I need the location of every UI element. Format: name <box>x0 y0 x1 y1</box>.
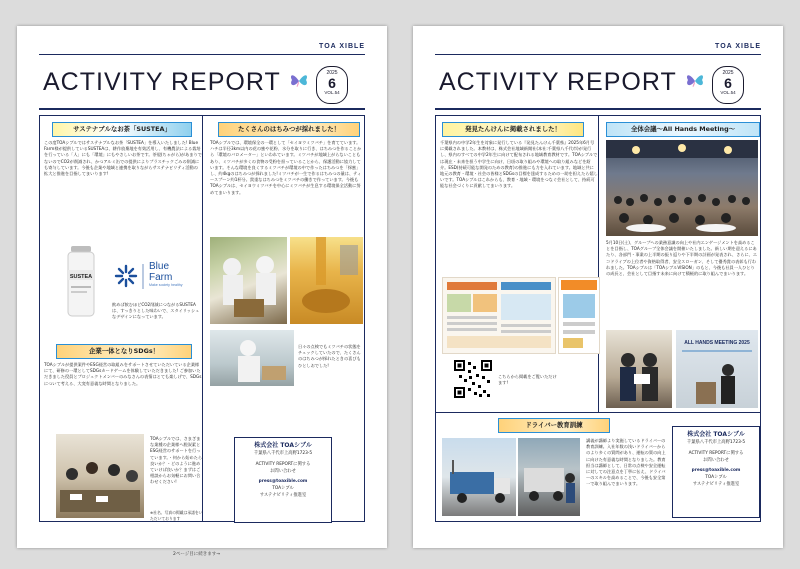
contact-dept1: TOAシブル <box>272 486 294 491</box>
issue-badge <box>712 66 744 104</box>
truck-training-photo-2 <box>518 438 580 516</box>
truck-training-photo-1 <box>442 438 516 516</box>
section-header-sustea: サステナブルなお茶「SUSTEA」 <box>52 122 192 137</box>
logo-sub: Farm <box>149 272 173 283</box>
contact-dept1: TOAシブル <box>705 475 727 480</box>
contact-email-link[interactable]: press@toaxible.com <box>258 479 308 484</box>
contact-address: 千葉県八千代市上高野1723-5 <box>253 451 313 456</box>
butterfly-icon <box>289 71 309 91</box>
contact-line1: ACTIVITY REPORTに関する <box>688 451 744 456</box>
hive-inspection-photo <box>210 330 294 386</box>
issue-month: 6 <box>724 75 732 91</box>
qr-caption: こちらから掲載をご覧いただけます! <box>498 374 557 386</box>
honey-body: TOAシブルでは、環境保全の一環として「セイヨウミツバチ」を育てています。ハチは半径3km以内の花の蜜や花粉、水分を取りに行き、はちみつを作ることから「環境のバロメーター」といわれています。ミツバチが地域上がらないこともあり、ミツバチが多くの食物の受粉を担っていることから、保護活動に協力しています。そんな環境を良くするミツバチが環境の中で作ったはちみつを「採蜜」し、約4kgのはちみつが採れました!ミツバチが一生で作るはちみつの量は、ティースプーン約1杯分。貴重なはちみつをミツバチの働きで作っています。今後もTOAシブルは、セイヨウミツバチを中心にミツバチが生息する環境保全活動に努めてまいります。 <box>210 140 362 195</box>
contact-address: 千葉県八千代市上高野1723-5 <box>686 440 746 445</box>
section-header-driver: ドライバー教育訓練 <box>498 418 610 433</box>
issue-month: 6 <box>328 75 336 91</box>
qr-code[interactable] <box>454 360 492 398</box>
sdgs-caption: TOAシブルでは、さまざまな業種の企業様へ脱炭素とESG経営のサポートを行っています。・何から始めたら良いか？・どのように進めていけば良いか？まずはご相談からお気軽にお問い合わせください! <box>150 436 203 485</box>
contact-dept2: サステナビリティ推進室 <box>259 493 307 498</box>
section-header-sdgs: 企業一体となりSDGs！ <box>56 344 192 359</box>
card-game-photo <box>56 434 144 518</box>
newsletter-page-1 <box>17 26 387 548</box>
sustea-can-label: SUSTEA <box>69 274 93 280</box>
sdgs-note: ※社名、写真の掲載は承諾をいただいております <box>150 510 203 522</box>
meeting-body: 5月10日(土)、グループへの業務意識の向上や社内エンゲージメントを高めることを目指し、TOAグループ全体会議を開催いたしました。新しい期を迎えるにあたり、各部門・事業の上半期の振り返りや下半期の計画が発表され、さらに、エコドライブの上位者や資格取得者、安全スローガン、そして優秀賞の表彰も行われました。TOAシブルは「TOAシブルVISION」のもと、今後も社員一人ひとりの成長と、会社として目指す未来に向けて積極的に取り組んでまいります。 <box>606 240 758 277</box>
brand-logo: TOA XIBLE <box>715 43 761 50</box>
title-divider <box>39 108 365 110</box>
header-divider <box>435 54 761 55</box>
contact-dept2: サステナビリティ推進室 <box>692 482 740 487</box>
brand-logo: TOA XIBLE <box>319 43 365 50</box>
content-frame <box>435 115 761 522</box>
sustea-caption: 飲めば飲むほどCO2削減につながるSUSTEAは、すっきりとした味わいで、スタイリッシュなデザインになっています。 <box>112 302 200 320</box>
column-divider <box>598 116 599 412</box>
award-photo <box>606 330 672 408</box>
magazine-spread-image <box>442 277 556 354</box>
magazine-cover-image <box>558 277 600 354</box>
meeting-banner: ALL HANDS MEETING 2025 <box>684 340 750 346</box>
issue-year: 2025 <box>326 70 338 76</box>
sdgs-body: TOAシブルが提供案件やESG経営の取組みをサポートさせていただいている企業様にて、研修の一環としてSDGsカードゲームを体験していただきました! ご参加いただきました役員とプロジェクトメンバーのみなさんの表情はとても楽しげで、SDGsについて考える、大変有意義な時間となりました。 <box>44 362 202 386</box>
driver-body: 講義が講師より実施しているドライバーの教育訓練。入社年数の浅いドライバーからのより多くの質問があり、運転の質の向上に向けた有意義な時間となりました。教育担当は講師として、日常の点検や安全運転に対しての注意点を丁寧に伝え、ドライバーのスキルを高めることで、今後も安全第一で取り組んでまいります。 <box>586 438 666 487</box>
speaker-photo <box>676 330 758 408</box>
newsletter-page-2 <box>413 26 783 548</box>
title-divider <box>435 108 761 110</box>
issue-volume: VOL.54 <box>720 90 736 95</box>
continued-footnote: 2ページ目に続きます→ <box>173 552 221 557</box>
blue-farm-text <box>149 261 201 287</box>
sustea-body: この度TOAシブルではサステナブルなお茶「SUSTEA」を導入いたしました! Blue Farm様が提供しているSUSTEAは、耕作放棄地を有効活用し、有機農法による栽培を行っている「人」にも「環境」にもやさしいお茶です。茶殻(ちゃがら)があまりでないのでCO2が削減され、かつアルミ缶での提供によりプラスチックごみの削減にも寄与しています。今後も企業や地域と連携を取りながらサステナビリティ活動の拡大と推進を目指してまいります! <box>44 140 202 177</box>
issue-badge <box>316 66 348 104</box>
contact-box <box>234 437 332 523</box>
sustea-can-image <box>58 244 104 320</box>
content-frame <box>39 115 365 522</box>
beekeepers-photo <box>210 237 287 324</box>
page-title: ACTIVITY REPORT <box>439 68 677 96</box>
contact-box <box>672 426 760 518</box>
logo-main: Blue <box>149 261 170 272</box>
news-body: 千葉県内の中学2年生を対象に発行している『発見たんけん千葉県』2025年6月号に掲載されました。本教材は、株式会社地域新聞社(本社:千葉県八千代市)が発行し、県内のすべての中学2年生に向けて配布される地域教育教材です。TOAシブルでは現在・未来を担う中学生に向け、日頃の取り組みや環境への取り組みなどを紹介。ESD(持続可能な開発のための教育)の推進にも力を入れています。地域と共に地元の教育・環境・社会の皆様とSDGsの目標を達成するための一助を担えたら嬉しいです。TOAシブルはこれからも、教育・地域・環境をつなぐ会社として、持続可能な社会づくりに貢献してまいります。 <box>440 140 598 189</box>
section-header-meeting: 全体会議～All Hands Meeting～ <box>606 122 760 137</box>
section-header-news: 発見たんけんに掲載されました！ <box>442 122 584 137</box>
contact-line2: お問い合わせ <box>270 469 296 474</box>
honey-caption: 日々の点検でもミツバチの状態をチェックしていたので、たくさんのはちみつが採れたときの喜びもひとしおでした! <box>298 344 361 368</box>
issue-year: 2025 <box>722 70 734 76</box>
meeting-hall-photo <box>606 140 758 236</box>
row-divider <box>436 412 760 413</box>
contact-line1: ACTIVITY REPORTに関する <box>255 462 311 467</box>
header-divider <box>39 54 365 55</box>
contact-company: 株式会社 TOAシブル <box>687 431 745 438</box>
contact-company: 株式会社 TOAシブル <box>254 442 312 449</box>
contact-email-link[interactable]: press@toaxible.com <box>691 468 741 473</box>
logo-tagline: Make society healthy <box>149 283 183 287</box>
page-title: ACTIVITY REPORT <box>43 68 281 96</box>
issue-volume: VOL.54 <box>324 90 340 95</box>
butterfly-icon <box>685 71 705 91</box>
contact-line2: お問い合わせ <box>703 458 729 463</box>
section-header-honey: たくさんのはちみつが採れました！ <box>218 122 360 137</box>
honey-pouring-photo <box>290 237 363 324</box>
